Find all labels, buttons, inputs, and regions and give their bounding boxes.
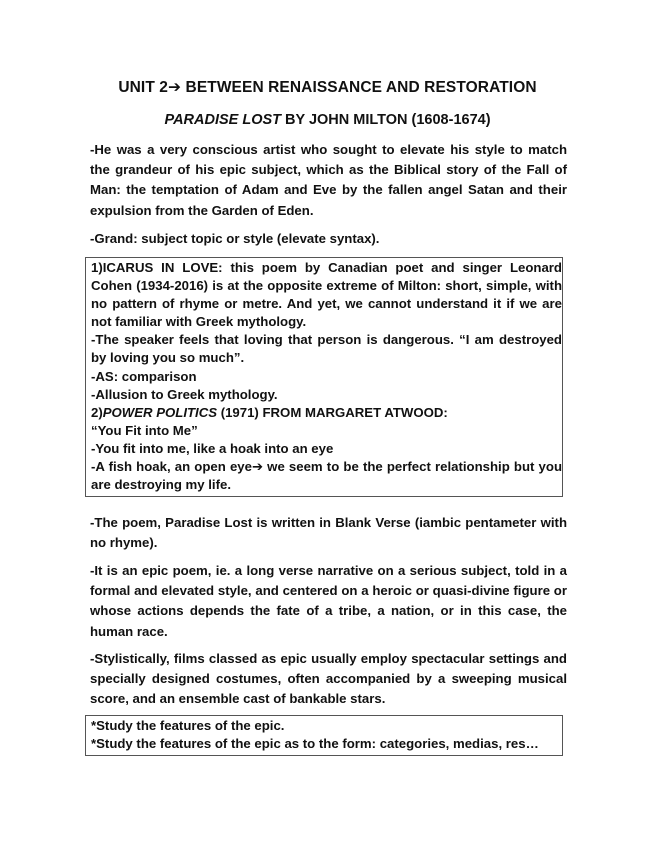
page-title	[0, 78, 655, 97]
page-subtitle	[0, 112, 655, 128]
study-line-2: *Study the features of the epic as to the form: categories, medias, res…	[91, 736, 539, 752]
poem-title: “You Fit into Me”	[91, 422, 198, 438]
study-box	[85, 715, 563, 756]
speaker-line: -The speaker feels that loving that person is dangerous. “I am destroyed by loving you so much”.	[91, 332, 562, 366]
as-line: -AS: comparison	[91, 368, 197, 384]
intro-paragraph: -He was a very conscious artist who sought to elevate his style to match the grandeur of his epic subject, which as the Biblical story of the Fall of Man: the temptation of Adam and Eve by the fallen angel Satan and their expulsion from the Garden of Eden.	[90, 142, 567, 218]
poems-box	[85, 257, 563, 497]
subtitle-rest: BY JOHN MILTON (1608-1674)	[281, 112, 491, 128]
blank-verse-paragraph: -The poem, Paradise Lost is written in Blank Verse (iambic pentameter with no rhyme).	[90, 515, 567, 551]
item2-rest: (1971) FROM MARGARET ATWOOD:	[217, 404, 448, 420]
study-line-1: *Study the features of the epic.	[91, 718, 285, 733]
poem-line-2	[91, 458, 562, 494]
arrow-right-icon: ➔	[251, 459, 264, 475]
epic-poem-paragraph: -It is an epic poem, ie. a long verse narrative on a serious subject, told in a formal and elevated style, and centered on a heroic or quasi-divine figure or whose actions depends the fate of a tribe, a nation, or in this case, the human race.	[90, 563, 567, 639]
title-prefix: UNIT 2	[118, 79, 169, 96]
subtitle-work: PARADISE LOST	[164, 112, 282, 128]
power-politics-line	[91, 404, 562, 422]
poem-line-2-end: we seem to be the perfect relationship but you are destroying my life.	[91, 459, 562, 493]
title-rest: BETWEEN RENAISSANCE AND RESTORATION	[181, 79, 537, 96]
arrow-right-icon: ➔	[168, 79, 182, 96]
grand-definition: -Grand: subject topic or style (elevate syntax).	[90, 231, 380, 246]
icarus-paragraph: 1)ICARUS IN LOVE: this poem by Canadian poet and singer Leonard Cohen (1934-2016) is at the opposite extreme of Milton: short, simple, with no pattern of rhyme or metre. And yet, we cannot understand it if we are not familiar with Greek mythology.	[91, 260, 562, 330]
epic-films-paragraph: -Stylistically, films classed as epic usually employ spectacular settings and specially designed costumes, often accompanied by a sweeping musical score, and an ensemble cast of bankable stars.	[90, 651, 567, 707]
allusion-line: -Allusion to Greek mythology.	[91, 386, 278, 402]
poem-line-1: -You fit into me, like a hoak into an eye	[91, 440, 334, 456]
item2-title: POWER POLITICS	[102, 404, 218, 420]
poem-line-2-start: -A fish hoak, an open eye	[91, 459, 252, 475]
item2-number: 2)	[91, 404, 103, 420]
